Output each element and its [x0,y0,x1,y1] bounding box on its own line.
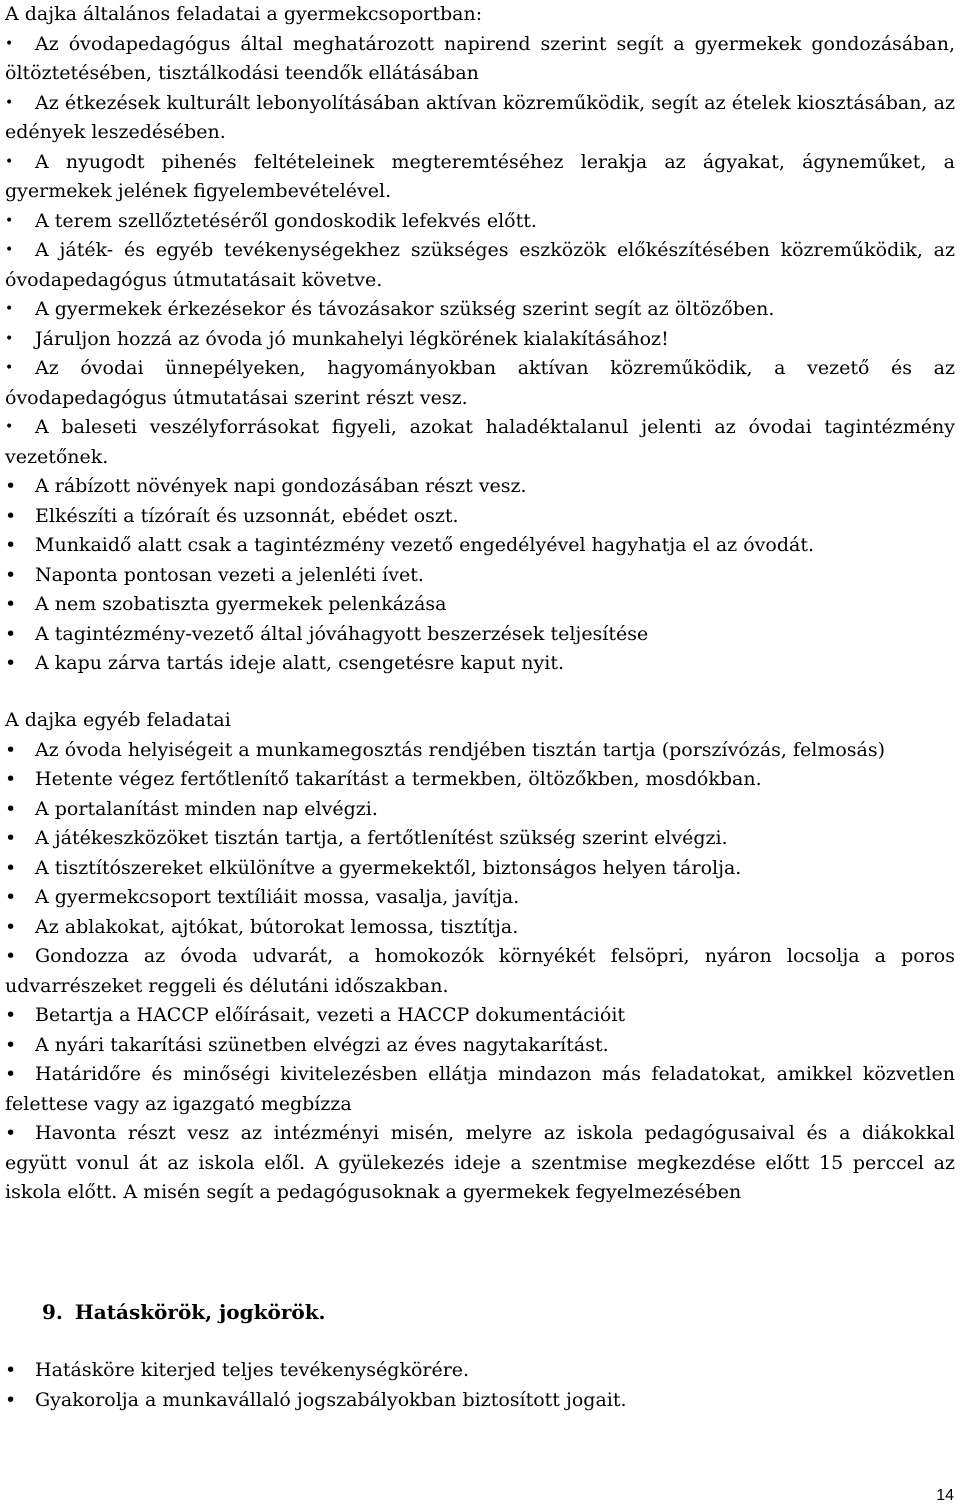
other-duties-section [5,706,955,1208]
other-duties-heading: A dajka egyéb feladatai [5,709,231,731]
bullet-icon: • [5,738,17,761]
bullet-icon: • [5,768,17,790]
bullet-icon: • [5,1004,17,1026]
list-item: • Gyakorolja a munkavállaló jogszabályokban biztosított jogait. [5,1386,955,1416]
bullet-icon: • [5,856,17,879]
list-item: • A tagintézmény-vezető által jóváhagyott beszerzések teljesítése [5,620,955,650]
authority-list [5,1356,955,1415]
general-duties-heading: A dajka általános feladatai a gyermekcsoportban: [5,3,483,25]
list-item: • Határidőre és minőségi kivitelezésben ellátja mindazon más feladatokat, amikkel közvetlen felettese vagy az igazgató megbízza [5,1060,955,1119]
bullet-icon: • [5,301,14,317]
authority-section [5,1356,955,1415]
list-item: • A nem szobatiszta gyermekek pelenkázása [5,590,955,620]
list-item: • A tisztítószereket elkülönítve a gyermekektől, biztonságos helyen tárolja. [5,854,955,884]
list-item: • A gyermekek érkezésekor és távozásakor szükség szerint segít az öltözőben. [5,295,955,325]
bullet-icon: • [5,1388,17,1411]
list-item: • Járuljon hozzá az óvoda jó munkahelyi légkörének kialakításához! [5,325,955,355]
list-item: • A nyugodt pihenés feltételeinek megteremtéséhez lerakja az ágyakat, ágyneműket, a gyermekek jelének figyelembevételével. [5,148,955,207]
list-item: • A rábízott növények napi gondozásában részt vesz. [5,472,955,502]
bullet-icon: • [5,153,14,170]
bullet-icon: • [5,242,14,258]
bullet-icon: • [5,1122,17,1144]
list-item: • Hatásköre kiterjed teljes tevékenységkörére. [5,1356,955,1386]
bullet-icon: • [5,593,17,615]
bullet-icon: • [5,534,17,556]
bullet-icon: • [5,886,17,908]
general-duties-list [5,30,955,679]
list-item: • Az óvoda helyiségeit a munkamegosztás rendjében tisztán tartja (porszívózás, felmosás) [5,736,955,766]
bullet-icon: • [5,35,14,52]
list-item: • A portalanítást minden nap elvégzi. [5,795,955,825]
bullet-icon: • [5,419,14,435]
list-item: • Az ablakokat, ajtókat, bútorokat lemossa, tisztítja. [5,913,955,943]
bullet-icon: • [5,1063,17,1085]
bullet-icon: • [5,945,17,967]
bullet-icon: • [5,504,17,527]
list-item: • A terem szellőztetéséről gondoskodik lefekvés előtt. [5,207,955,237]
other-duties-list [5,736,955,1208]
list-item: • Hetente végez fertőtlenítő takarítást a termekben, öltözőkben, mosdókban. [5,765,955,795]
list-item: • Elkészíti a tízóraít és uzsonnát, ebédet oszt. [5,502,955,532]
list-item: • Betartja a HACCP előírásait, vezeti a HACCP dokumentációit [5,1001,955,1031]
list-item: • A játék- és egyéb tevékenységekhez szükséges eszközök előkészítésében közreműködik, az óvodapedagógus útmutatásait követve. [5,236,955,295]
list-item: • Gondozza az óvoda udvarát, a homokozók környékét felsöpri, nyáron locsolja a poros udvarrészeket reggeli és délutáni időszakban. [5,942,955,1001]
list-item: • A nyári takarítási szünetben elvégzi az éves nagytakarítást. [5,1031,955,1061]
list-item: • A kapu zárva tartás ideje alatt, csengetésre kaput nyit. [5,649,955,679]
list-item: • A baleseti veszélyforrásokat figyeli, azokat haladéktalanul jelenti az óvodai tagintézmény vezetőnek. [5,413,955,472]
bullet-icon: • [5,212,14,229]
bullet-icon: • [5,652,17,674]
list-item: • Naponta pontosan vezeti a jelenléti ívet. [5,561,955,591]
list-item: • Az óvodapedagógus által meghatározott napirend szerint segít a gyermekek gondozásában, öltöztetésében, tisztálkodási teendők ellátásában [5,30,955,89]
list-item: • Az étkezések kulturált lebonyolításában aktívan közreműködik, segít az ételek kiosztásában, az edények leszedésében. [5,89,955,148]
bullet-icon: • [5,827,17,849]
bullet-icon: • [5,797,17,820]
list-item: • A játékeszközöket tisztán tartja, a fertőtlenítést szükség szerint elvégzi. [5,824,955,854]
bullet-icon: • [5,475,17,497]
list-item: • Munkaidő alatt csak a tagintézmény vezető engedélyével hagyhatja el az óvodát. [5,531,955,561]
bullet-icon: • [5,330,14,347]
general-duties-section [5,0,955,679]
bullet-icon: • [5,1359,17,1381]
bullet-icon: • [5,1033,17,1056]
bullet-icon: • [5,94,14,111]
bullet-icon: • [5,563,17,586]
page-number: 14 [936,1487,954,1504]
section-9-heading [42,1298,326,1328]
bullet-icon: • [5,360,14,376]
bullet-icon: • [5,915,17,938]
list-item: • A gyermekcsoport textíliáit mossa, vasalja, javítja. [5,883,955,913]
list-item: • Havonta részt vesz az intézményi misén, melyre az iskola pedagógusaival és a diákokkal együtt vonul át az iskola elől. A gyülekezés ideje a szentmise megkezdése előtt 15 perccel az iskola előtt. A misén segít a pedagógusoknak a gyermekek fegyelmezésében [5,1119,955,1208]
list-item: • Az óvodai ünnepélyeken, hagyományokban aktívan közreműködik, a vezető és az óvodapedagógus útmutatásai szerint részt vesz. [5,354,955,413]
section-number: 9. [42,1300,63,1324]
bullet-icon: • [5,622,17,645]
section-title: Hatáskörök, jogkörök. [74,1300,326,1324]
